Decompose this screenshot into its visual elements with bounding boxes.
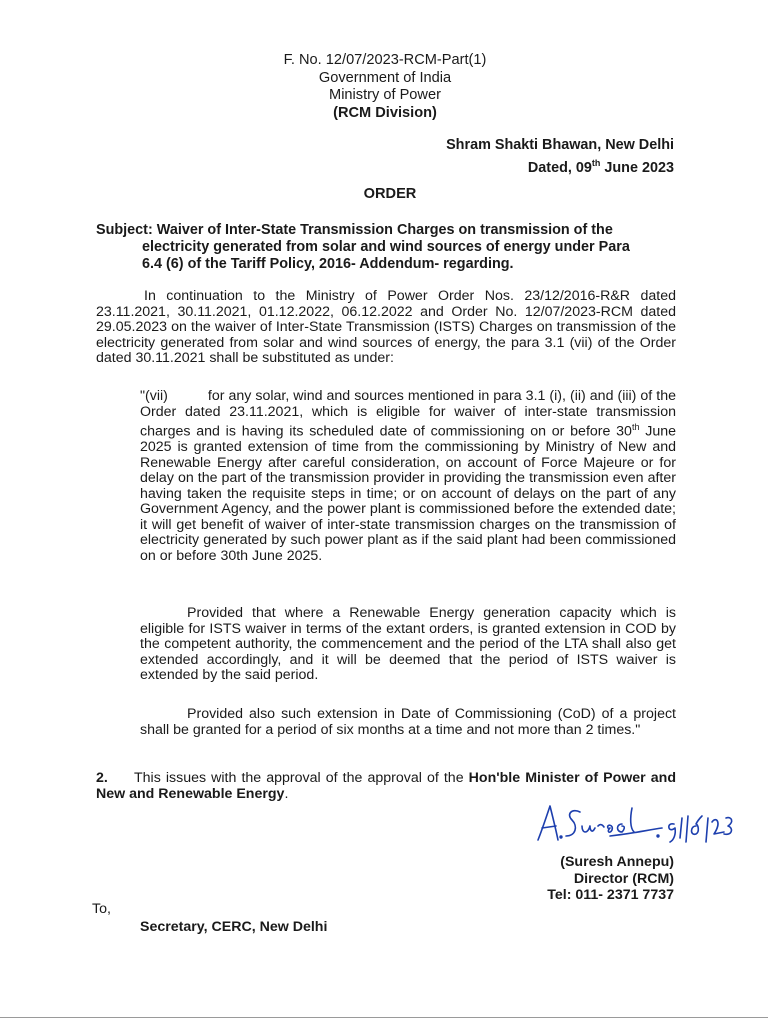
substituted-clause xyxy=(140,389,676,564)
paragraph-2: 2. This issues with the approval of the approval of the Hon'ble Minister of Power and New and Renewable Energy. xyxy=(96,770,677,802)
letterhead xyxy=(200,52,570,122)
subject xyxy=(96,222,676,273)
proviso-1 xyxy=(140,606,676,684)
signatory-designation: Director (RCM) xyxy=(573,870,674,887)
subject-line-1: Subject: Waiver of Inter-State Transmission Charges on transmission of the xyxy=(96,222,613,238)
place-and-date xyxy=(446,137,674,177)
paragraph-2-text: This issues with the approval of the approval of the xyxy=(134,770,469,786)
paragraph-1-text: In continuation to the Ministry of Power Order Nos. 23/12/2016-R&R dated 23.11.2021, 30.11.2021, 01.12.2022, 06.12.2022 and Order No. 12/07/2023-RCM dated 29.05.2023 on the waiver of Inter-State Transmission (ISTS) Charges on transmission of the electricity generated from solar and wind sources of energy, the para 3.1 (vii) of the Order dated 30.11.2021 shall be substituted as under: xyxy=(96,288,676,366)
ministry-line: Ministry of Power xyxy=(329,87,441,103)
signatory-telephone: Tel: 011- 2371 7737 xyxy=(547,887,674,903)
government-line: Government of India xyxy=(318,69,452,86)
division-line: (RCM Division) xyxy=(333,104,437,121)
subject-line-3: 6.4 (6) of the Tariff Policy, 2016- Addendum- regarding. xyxy=(142,256,514,272)
page-bottom-edge xyxy=(0,1017,768,1018)
paragraph-1 xyxy=(96,289,676,367)
signatory-name: (Suresh Annepu) xyxy=(560,854,674,870)
clause-label: "(vii) xyxy=(140,388,168,404)
order-date: Dated, 09th June 2023 xyxy=(527,157,674,176)
signatory xyxy=(547,854,674,904)
subject-line-2: electricity generated from solar and wind sources of energy under Para xyxy=(142,239,630,255)
paragraph-2-bold: Hon'ble Minister of Power and New and Renewable Energy xyxy=(96,770,677,802)
proviso-2 xyxy=(140,707,676,738)
file-number: F. No. 12/07/2023-RCM-Part(1) xyxy=(283,52,487,68)
proviso-2-text: Provided also such extension in Date of Commissioning (CoD) of a project shall be granted for a period of six months at a time and not more than 2 times." xyxy=(140,706,676,738)
paragraph-2-number: 2. xyxy=(96,770,108,786)
document-title: ORDER xyxy=(363,186,417,202)
to-label: To, xyxy=(92,901,111,917)
clause-text-a: for any solar, wind and sources mentioned in para 3.1 (i), (ii) and (iii) of the Order dated 23.11.2021, which is eligible for waiver of inter-state transmission charges and is having its scheduled date of commissioning on or before 30 xyxy=(140,388,676,440)
clause-text-b: June 2025 is granted extension of time from the commissioning by Ministry of New and Renewable Energy after careful consideration, on account of Force Majeure or for delay on the part of the transmission provider in providing the transmission even after having taken the requisite steps in time; or on account of delays on the part of any Government Agency, and the power plant is commissioned before the extended date; it will get benefit of waiver of inter-state transmission charges on the transmission of electricity generated by such power plant as if the said plant had been commissioned on or before 30th June 2025. xyxy=(140,423,677,564)
office-address: Shram Shakti Bhawan, New Delhi xyxy=(446,137,674,153)
proviso-1-text: Provided that where a Renewable Energy generation capacity which is eligible for ISTS waiver in terms of the extant orders, is granted extension in COD by the competent authority, the commencement and the period of the LTA shall also get extended accordingly, and it will be deemed that the period of ISTS waiver is extended by the said period. xyxy=(140,605,676,683)
handwritten-signature xyxy=(530,800,735,850)
clause-sup: th xyxy=(631,422,640,432)
recipient: Secretary, CERC, New Delhi xyxy=(140,919,328,935)
